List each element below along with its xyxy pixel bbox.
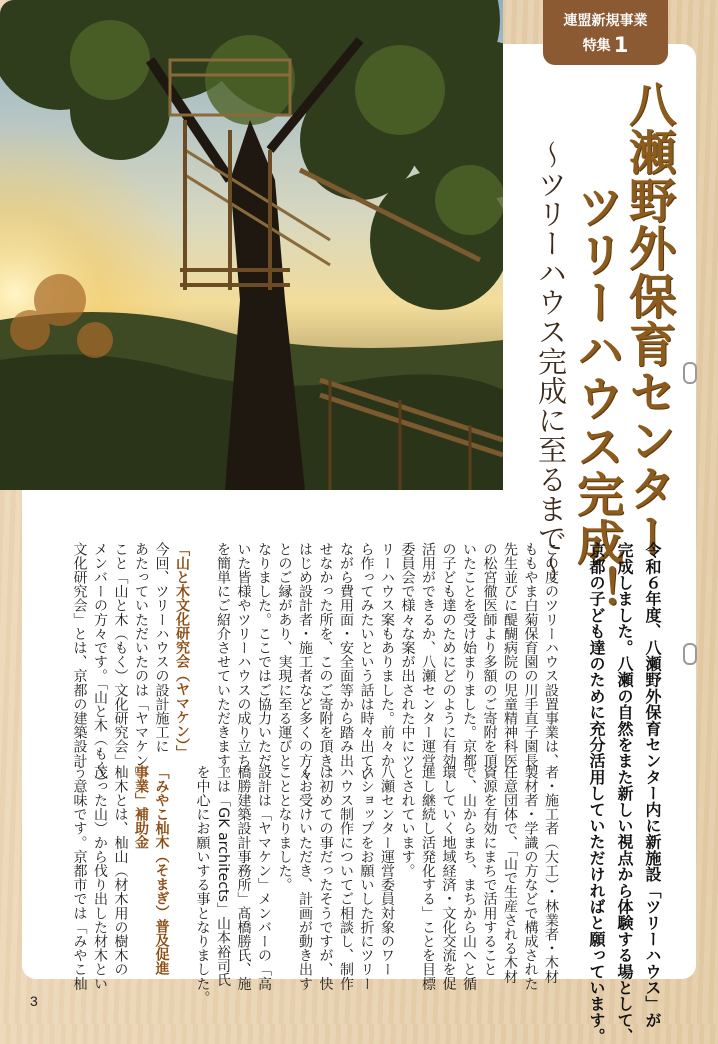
title-line2: ツリーハウス完成！ xyxy=(569,182,624,614)
body-text-column: リーハウス案もありました。前々か xyxy=(379,542,395,768)
body-text-column: 者・施工者（大工）・林業者・木材 xyxy=(543,765,559,984)
body-text-column: とされています。 xyxy=(399,765,416,878)
body-text-column: 工は「GK architects」山本裕司氏 xyxy=(215,765,231,987)
feature-tag-label: 特集 xyxy=(582,38,611,54)
body-text-column: 文化研究会」とは、京都の建築設計 xyxy=(71,542,88,768)
feature-tag-line2 xyxy=(543,33,668,57)
binder-ring xyxy=(683,362,697,384)
body-text-column: いた皆様やツリーハウスの成り立ち xyxy=(235,542,252,768)
body-text-column: の松宮徹医師より多額のご寄附を頂 xyxy=(481,542,498,768)
body-text-column: はじめ設計者・施工者など多くの方々 xyxy=(297,542,313,782)
body-text-column: なりました。ここではご協力いただ xyxy=(256,542,272,768)
body-text-column: 杣木とは、杣山（材木用の樹木の xyxy=(112,765,129,977)
body-text-column: メンバーの方々です。「山と木（もく） xyxy=(92,542,108,789)
body-text-column: を簡単にご紹介させていただきます。 xyxy=(215,542,231,782)
body-text-column: は初めての事だったそうですが、快 xyxy=(317,765,334,991)
body-text-column: ら作ってみたいという話は時々出てい xyxy=(358,542,375,782)
body-text-column: こととなりました。 xyxy=(276,765,293,892)
body-text-column: を中心にお願いする事となりました。 xyxy=(194,765,211,1005)
body-text-column: で、山からまち、まちから山へと循 xyxy=(461,765,477,991)
feature-tag xyxy=(543,0,668,65)
body-text-column: 先生並びに醍醐病院の児童精神科医 xyxy=(502,542,518,768)
treehouse-photo xyxy=(0,0,503,490)
lead-line-1: 令和６年度、八瀬野外保育センター内に新施設「ツリーハウス」が xyxy=(643,542,662,1028)
body-text-column: あたっていただいたのは「ヤマケン」 xyxy=(133,542,149,782)
body-text-column: 橋勝建築設計事務所」髙橋勝氏、施 xyxy=(235,765,252,991)
section-heading: 「みやこ杣木（そまぎ）普及促進 xyxy=(153,765,170,975)
feature-tag-number: 1 xyxy=(613,33,629,57)
body-text-column: の子ども達のためにどのように有効 xyxy=(440,542,457,768)
lead-line-3: 京都の子ども達のために充分活用していただければと願っています。 xyxy=(587,542,606,1044)
body-text-column: 進し継続し活発化する」ことを目標 xyxy=(420,765,436,991)
body-text-column: ハウス制作についてご相談し、制作 xyxy=(338,765,354,991)
body-text-column: 任意団体で、「山で生産される木材 xyxy=(502,765,518,984)
section-heading: 事業」補助金 xyxy=(133,765,149,849)
body-text-column: 環していく地域経済・文化交流を促 xyxy=(440,765,457,991)
body-text-column: ももやま白菊保育園の川手直子園長 xyxy=(522,542,539,768)
body-text-column: 委員会で様々な案が出された中にツ xyxy=(399,542,416,768)
title-line1: 八瀬野外保育センター xyxy=(621,80,676,560)
subtitle: 〜ツリーハウス完成に至るまで〜 xyxy=(534,140,568,583)
body-text-column: こと「山と木（もく）文化研究会」 xyxy=(112,542,129,768)
body-text-column: いたことを受け始まりました。京都 xyxy=(461,542,477,768)
section-heading: 「山と木文化研究会（ヤマケン）」 xyxy=(174,542,190,759)
body-text-column: この度のツリーハウス設置事業は、 xyxy=(543,542,559,768)
body-text-column: 今回、ツリーハウスの設計施工に xyxy=(153,542,170,754)
body-text-column: せなかった所を、このご寄附を頂き、 xyxy=(317,542,334,782)
body-text-column: くお受けいただき、計画が動き出す xyxy=(297,765,313,991)
body-text-column: とのご縁があり、実現に至る運びと xyxy=(276,542,293,768)
body-text-column: 資源を有効にまちで活用すること xyxy=(481,765,498,977)
body-text-column: 茂った山）から伐り出した材木とい xyxy=(92,765,108,991)
body-text-column: 活用ができるか、八瀬センター運営 xyxy=(420,542,436,768)
lead-line-2: 完成しました。八瀬の自然をまた新しい視点から体験する場として、 xyxy=(615,542,634,1044)
binder-ring xyxy=(683,643,697,665)
body-text-column: 設計は「ヤマケン」メンバーの「高 xyxy=(256,765,272,991)
body-text-column: クショップをお願いした折にツリー xyxy=(358,765,375,991)
body-text-column: う意味です。京都市では「みやこ杣 xyxy=(71,765,88,991)
page-number: 3 xyxy=(30,993,38,1009)
body-text-column: ながら費用面・安全面等から踏み出 xyxy=(338,542,354,768)
body-text-column: 製材者・学識の方などで構成された xyxy=(522,765,539,991)
body-text-column: 八瀬センター運営委員対象のワー xyxy=(379,765,395,977)
feature-tag-line1: 連盟新規事業 xyxy=(563,13,648,29)
